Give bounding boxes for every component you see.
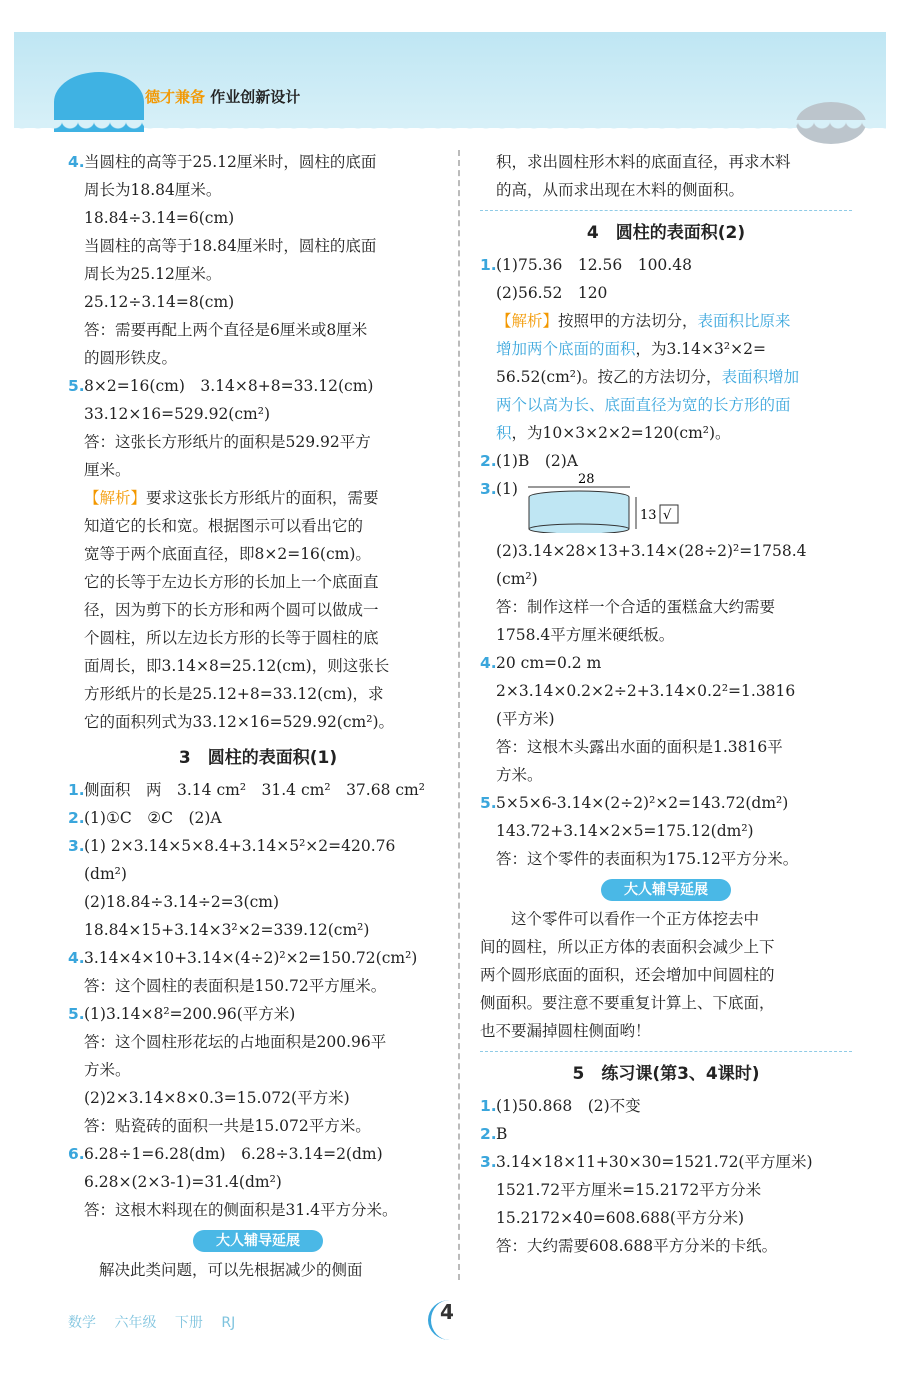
answer-line: 18.84÷3.14=6(cm) bbox=[84, 209, 235, 227]
answer-line: 答：这根木头露出水面的面积是1.3816平 bbox=[496, 738, 783, 756]
answer-line: 方形纸片的长是25.12+8=33.12(cm)，求 bbox=[84, 685, 384, 703]
answer-line: 143.72+3.14×2×5=175.12(dm²) bbox=[496, 822, 754, 840]
answer-line: 【解析】按照甲的方法切分，表面积比原来 bbox=[496, 312, 791, 330]
answer-line: 1.侧面积 两 3.14 cm² 31.4 cm² 37.68 cm² bbox=[68, 781, 425, 799]
answer-line: 答：这张长方形纸片的面积是529.92平方 bbox=[84, 433, 371, 451]
answer-line: 积，为10×3×2×2=120(cm²)。 bbox=[496, 424, 731, 442]
answer-line: 它的面积列式为33.12×16=529.92(cm²)。 bbox=[84, 713, 394, 731]
answer-line: 1758.4平方厘米硬纸板。 bbox=[496, 626, 675, 644]
answer-line: 3.3.14×18×11+30×30=1521.72(平方厘米) bbox=[480, 1153, 813, 1171]
answer-line: 的高，从而求出现在木料的侧面积。 bbox=[496, 181, 745, 199]
answer-line: 答：这个零件的表面积为175.12平方分米。 bbox=[496, 850, 799, 868]
extension-text: 解决此类问题，可以先根据减少的侧面 bbox=[99, 1261, 363, 1279]
answer-line: (平方米) bbox=[496, 710, 555, 728]
extension-line: 这个零件可以看作一个正方体挖去中 bbox=[511, 910, 760, 928]
cylinder-figure: 3.(1) 28 13 √ bbox=[480, 475, 852, 537]
answer-line: 积，求出圆柱形木料的底面直径，再求木料 bbox=[496, 153, 791, 171]
answer-line: 径，因为剪下的长方形和两个圆可以做成一 bbox=[84, 601, 379, 619]
answer-line: 它的长等于左边长方形的长加上一个底面直 bbox=[84, 573, 379, 591]
answer-line: 答：贴瓷砖的面积一共是15.072平方米。 bbox=[84, 1117, 371, 1135]
answer-line: 4.当圆柱的高等于25.12厘米时，圆柱的底面 bbox=[68, 153, 377, 171]
extension-line: 两个圆形底面的面积，还会增加中间圆柱的 bbox=[480, 966, 775, 984]
answer-line: 25.12÷3.14=8(cm) bbox=[84, 293, 235, 311]
answer-line: 4.20 cm=0.2 m bbox=[480, 654, 602, 672]
extension-badge: 大人辅导延展 bbox=[193, 1230, 323, 1252]
answer-line: 1521.72平方厘米=15.2172平方分米 bbox=[496, 1181, 762, 1199]
answer-line: 答：大约需要608.688平方分米的卡纸。 bbox=[496, 1237, 778, 1255]
divider-rule bbox=[480, 210, 852, 211]
answer-line: (dm²) bbox=[84, 865, 127, 883]
answer-line: 答：这根木料现在的侧面积是31.4平方分米。 bbox=[84, 1201, 398, 1219]
check-mark: √ bbox=[663, 508, 672, 523]
answer-line: 个圆柱，所以左边长方形的长等于圆柱的底 bbox=[84, 629, 379, 647]
answer-line: 答：这个圆柱形花坛的占地面积是200.96平 bbox=[84, 1033, 387, 1051]
page-footer: 数学 六年级 下册 RJ bbox=[68, 1315, 236, 1331]
cylinder-diagram bbox=[526, 471, 726, 533]
answer-line: (2)3.14×28×13+3.14×(28÷2)²=1758.4 bbox=[496, 542, 807, 560]
answer-line: 增加两个底面的面积，为3.14×3²×2= bbox=[496, 340, 766, 358]
answer-line: 4.3.14×4×10+3.14×(4÷2)²×2=150.72(cm²) bbox=[68, 949, 418, 967]
answer-line: 周长为18.84厘米。 bbox=[84, 181, 222, 199]
answer-line: 方米。 bbox=[84, 1061, 131, 1079]
answer-line: 2×3.14×0.2×2÷2+3.14×0.2²=1.3816 bbox=[496, 682, 796, 700]
page-number: 4 bbox=[440, 1300, 454, 1324]
answer-line: 5.8×2=16(cm) 3.14×8+8=33.12(cm) bbox=[68, 377, 374, 395]
extension-line: 也不要漏掉圆柱侧面哟！ bbox=[480, 1022, 651, 1040]
answer-line: 【解析】要求这张长方形纸片的面积，需要 bbox=[84, 489, 379, 507]
answer-line: 答：制作这样一个合适的蛋糕盒大约需要 bbox=[496, 598, 776, 616]
answer-line: (2)56.52 120 bbox=[496, 284, 608, 302]
answer-line: 1.(1)50.868 (2)不变 bbox=[480, 1097, 641, 1115]
page-header bbox=[14, 32, 886, 128]
answer-line: 2.(1)①C ②C (2)A bbox=[68, 809, 222, 827]
answer-line: 2.B bbox=[480, 1125, 508, 1143]
answer-line: 3.(1) 2×3.14×5×8.4+3.14×5²×2=420.76 bbox=[68, 837, 396, 855]
answer-line: 的圆形铁皮。 bbox=[84, 349, 178, 367]
answer-line: 5.(1)3.14×8²=200.96(平方米) bbox=[68, 1005, 296, 1023]
answer-line: 厘米。 bbox=[84, 461, 131, 479]
book-title: 德才兼备 作业创新设计 bbox=[145, 88, 301, 106]
answer-line: 6.6.28÷1=6.28(dm) 6.28÷3.14=2(dm) bbox=[68, 1145, 383, 1163]
answer-line: 答：需要再配上两个直径是6厘米或8厘米 bbox=[84, 321, 368, 339]
answer-line: 33.12×16=529.92(cm²) bbox=[84, 405, 270, 423]
answer-line: 5.5×5×6-3.14×(2÷2)²×2=143.72(dm²) bbox=[480, 794, 789, 812]
answer-line: (cm²) bbox=[496, 570, 538, 588]
answer-line: 6.28×(2×3-1)=31.4(dm²) bbox=[84, 1173, 282, 1191]
extension-line: 侧面积。要注意不要重复计算上、下底面， bbox=[480, 994, 775, 1012]
width-label: 28 bbox=[578, 472, 595, 487]
answer-line: 15.2172×40=608.688(平方分米) bbox=[496, 1209, 744, 1227]
answer-line: 方米。 bbox=[496, 766, 543, 784]
extension-line: 间的圆柱，所以正方体的表面积会减少上下 bbox=[480, 938, 775, 956]
answer-line: 1.(1)75.36 12.56 100.48 bbox=[480, 256, 692, 274]
answer-line: 56.52(cm²)。按乙的方法切分，表面积增加 bbox=[496, 368, 800, 386]
answer-line: (2)18.84÷3.14÷2=3(cm) bbox=[84, 893, 279, 911]
answer-line: 当圆柱的高等于18.84厘米时，圆柱的底面 bbox=[84, 237, 377, 255]
answer-line: 两个以高为长、底面直径为宽的长方形的面 bbox=[496, 396, 791, 414]
answer-line: 周长为25.12厘米。 bbox=[84, 265, 222, 283]
answer-line: 面周长，即3.14×8=25.12(cm)，则这张长 bbox=[84, 657, 390, 675]
extension-badge-right: 大人辅导延展 bbox=[601, 879, 731, 901]
height-label: 13 bbox=[640, 508, 657, 523]
answer-line: 2.(1)B (2)A bbox=[480, 452, 578, 470]
section-title-4: 4 圆柱的表面积(2) bbox=[586, 223, 746, 243]
answer-line: 知道它的长和宽。根据图示可以看出它的 bbox=[84, 517, 364, 535]
answer-line: 宽等于两个底面直径，即8×2=16(cm)。 bbox=[84, 545, 371, 563]
right-column bbox=[480, 148, 852, 1260]
left-column bbox=[68, 148, 448, 1284]
section-title-3: 3 圆柱的表面积(1) bbox=[178, 748, 338, 768]
answer-line: (2)2×3.14×8×0.3=15.072(平方米) bbox=[84, 1089, 350, 1107]
answer-line: 答：这个圆柱的表面积是150.72平方厘米。 bbox=[84, 977, 387, 995]
answer-line: 18.84×15+3.14×3²×2=339.12(cm²) bbox=[84, 921, 370, 939]
column-divider bbox=[458, 150, 460, 1280]
divider-rule-2 bbox=[480, 1051, 852, 1052]
wave-decoration bbox=[14, 120, 886, 136]
section-title-5: 5 练习课(第3、4课时) bbox=[572, 1064, 760, 1084]
